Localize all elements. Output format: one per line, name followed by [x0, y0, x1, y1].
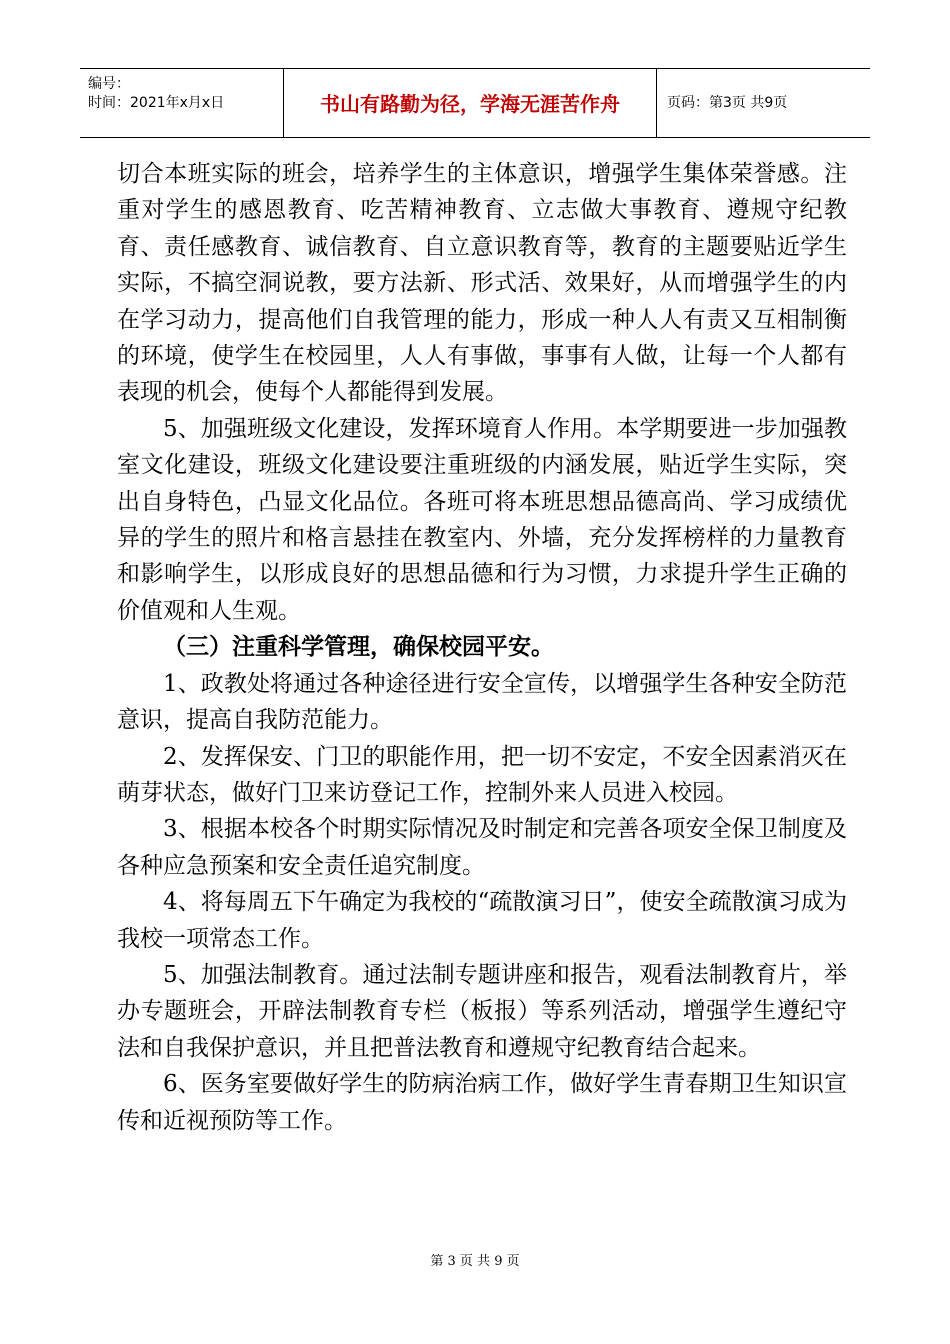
document-time-label: 时间：2021年x月x日 [88, 95, 225, 111]
paragraph: 1、政教处将通过各种途径进行安全宣传，以增强学生各种安全防范意识，提高自我防范能力。 [117, 670, 847, 734]
paragraph: 2、发挥保安、门卫的职能作用，把一切不安定，不安全因素消灭在萌芽状态，做好门卫来访登记工作，控制外来人员进入校园。 [117, 743, 847, 806]
paragraph: 5、加强法制教育。通过法制专题讲座和报告，观看法制教育片，举办专题班会，开辟法制教育专栏（板报）等系列活动，增强学生遵纪守法和自我保护意识，并且把普法教育和遵规守纪教育结合起来。 [117, 961, 847, 1061]
section-heading: （三）注重科学管理，确保校园平安。 [163, 633, 554, 661]
header-page-cell [657, 69, 870, 137]
page-header [80, 68, 870, 138]
paragraph: 3、根据本校各个时期实际情况及时制定和完善各项安全保卫制度及各种应急预案和安全责任追究制度。 [117, 816, 847, 879]
paragraph: 5、加强班级文化建设，发挥环境育人作用。本学期要进一步加强教室文化建设，班级文化建设要注重班级的内涵发展，贴近学生实际，突出自身特色，凸显文化品位。各班可将本班思想品德高尚、学习成绩优异的学生的照片和格言悬挂在教室内、外墙，充分发挥榜样的力量教育和影响学生，以形成良好的思想品德和行为习惯，力求提升学生正确的价值观和人生观。 [117, 415, 847, 624]
page-footer: 第 3 页 共 9 页 [430, 1254, 520, 1269]
header-motto: 书山有路勤为径，学海无涯苦作舟 [320, 92, 620, 116]
paragraph: 4、将每周五下午确定为我校的“疏散演习日”，使安全疏散演习成为我校一项常态工作。 [117, 889, 847, 952]
document-body [117, 156, 847, 1139]
paragraph: 6、医务室要做好学生的防病治病工作，做好学生青春期卫生知识宣传和近视预防等工作。 [117, 1071, 847, 1134]
paragraph: 切合本班实际的班会，培养学生的主体意识，增强学生集体荣誉感。注重对学生的感恩教育、吃苦精神教育、立志做大事教育、遵规守纪教育、责任感教育、诚信教育、自立意识教育等，教育的主题要贴近学生实际，不搞空洞说教，要方法新、形式活、效果好，从而增强学生的内在学习动力，提高他们自我管理的能力，形成一种人人有责又互相制衡的环境，使学生在校园里，人人有事做，事事有人做，让每一个人都有表现的机会，使每个人都能得到发展。 [117, 161, 847, 406]
header-motto-cell [283, 69, 657, 137]
header-meta-cell [80, 69, 283, 137]
document-number-label: 编号： [88, 76, 130, 92]
header-page-info: 页码：第3页 共9页 [667, 95, 788, 111]
